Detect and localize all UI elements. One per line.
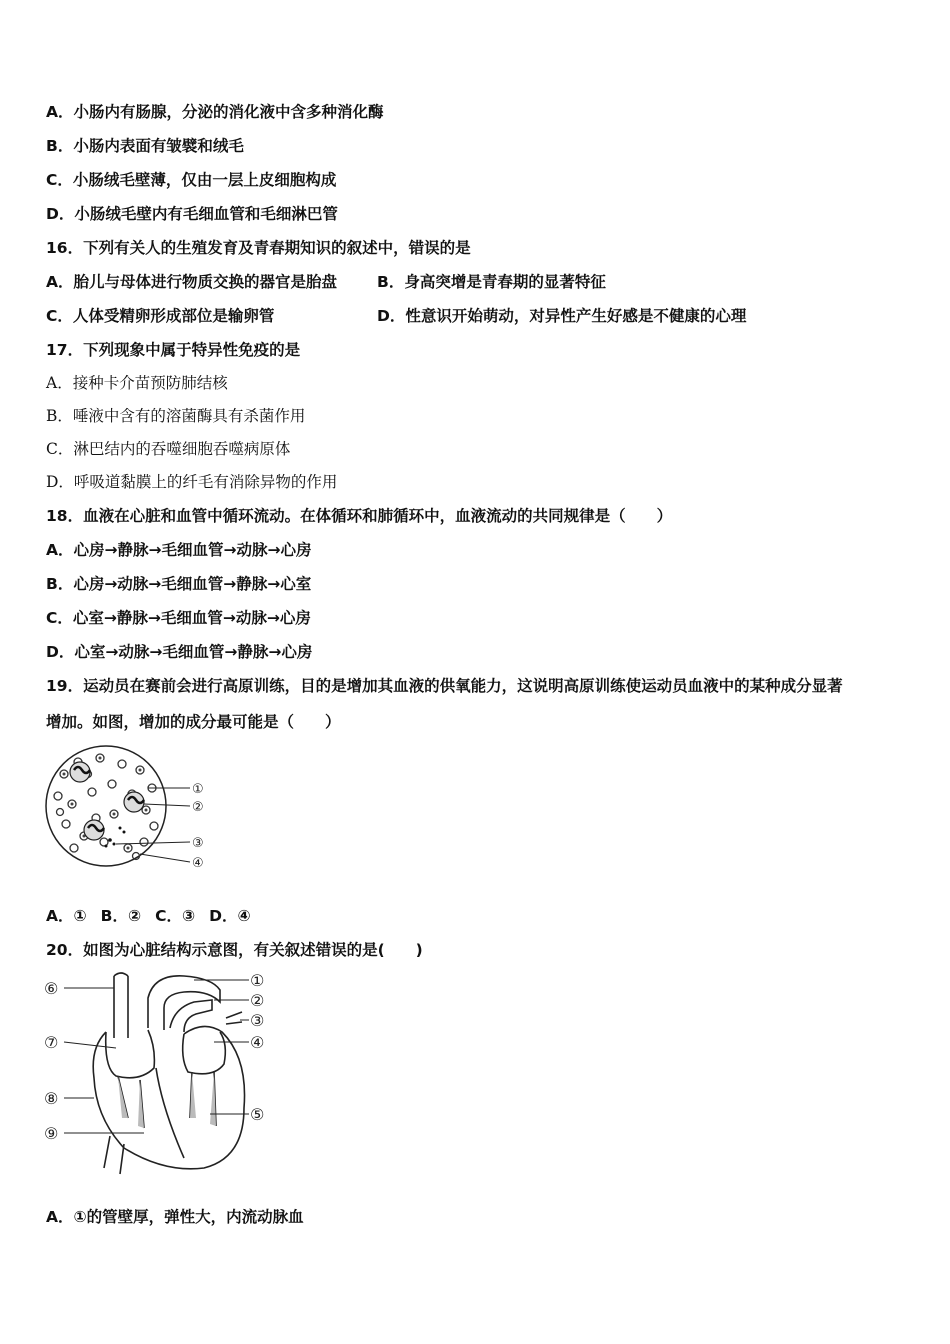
q20-fig-label-5: ⑤ bbox=[250, 1105, 265, 1124]
q17-stem: 17．下列现象中属于特异性免疫的是 bbox=[46, 341, 301, 359]
q16-option-c: C．人体受精卵形成部位是输卵管 bbox=[46, 307, 275, 325]
q20-fig-label-2: ② bbox=[250, 991, 265, 1010]
q20-fig-label-9: ⑨ bbox=[44, 1124, 59, 1143]
q19-option-a: A．① bbox=[46, 907, 87, 925]
q15-option-d: D．小肠绒毛壁内有毛细血管和毛细淋巴管 bbox=[46, 205, 338, 223]
q19-stem-line2: 增加。如图，增加的成分最可能是（ ） bbox=[46, 713, 341, 731]
q18-option-d: D．心室→动脉→毛细血管→静脉→心房 bbox=[46, 643, 313, 661]
q19-fig-label-3: ③ bbox=[192, 836, 204, 851]
q17-option-c: C．淋巴结内的吞噬细胞吞噬病原体 bbox=[46, 440, 291, 458]
q20-fig-label-8: ⑧ bbox=[44, 1089, 59, 1108]
q20-fig-label-1: ① bbox=[250, 971, 265, 990]
q15-option-a: A．小肠内有肠腺，分泌的消化液中含多种消化酶 bbox=[46, 103, 384, 121]
q20-stem: 20．如图为心脏结构示意图，有关叙述错误的是( ) bbox=[46, 941, 423, 959]
blood-smear-figure bbox=[44, 744, 212, 870]
q18-stem: 18．血液在心脏和血管中循环流动。在体循环和肺循环中，血液流动的共同规律是（ ） bbox=[46, 507, 673, 525]
q20-fig-label-7: ⑦ bbox=[44, 1033, 59, 1052]
q19-option-d: D．④ bbox=[209, 907, 251, 925]
q17-option-a: A．接种卡介苗预防肺结核 bbox=[46, 374, 228, 392]
q15-option-b: B．小肠内表面有皱襞和绒毛 bbox=[46, 137, 244, 155]
q19-option-b: B．② bbox=[100, 907, 142, 925]
q20-fig-label-4: ④ bbox=[250, 1033, 265, 1052]
heart-structure-figure bbox=[44, 968, 274, 1180]
q18-option-a: A．心房→静脉→毛细血管→动脉→心房 bbox=[46, 541, 312, 559]
q19-stem-line1: 19．运动员在赛前会进行高原训练，目的是增加其血液的供氧能力，这说明高原训练使运动员血液中的某种成分显著 bbox=[46, 677, 843, 695]
q16-option-b: B．身高突增是青春期的显著特征 bbox=[377, 273, 606, 291]
q19-fig-label-4: ④ bbox=[192, 856, 204, 870]
q16-option-a: A．胎儿与母体进行物质交换的器官是胎盘 bbox=[46, 273, 337, 291]
q17-option-b: B．唾液中含有的溶菌酶具有杀菌作用 bbox=[46, 407, 306, 425]
q18-option-c: C．心室→静脉→毛细血管→动脉→心房 bbox=[46, 609, 311, 627]
q19-fig-label-1: ① bbox=[192, 782, 204, 797]
q16-stem: 16．下列有关人的生殖发育及青春期知识的叙述中，错误的是 bbox=[46, 239, 471, 257]
q19-options bbox=[46, 906, 251, 926]
q20-fig-label-3: ③ bbox=[250, 1011, 265, 1030]
q20-fig-label-6: ⑥ bbox=[44, 979, 59, 998]
q18-option-b: B．心房→动脉→毛细血管→静脉→心室 bbox=[46, 575, 312, 593]
q19-fig-label-2: ② bbox=[192, 800, 204, 815]
q19-option-c: C．③ bbox=[155, 907, 196, 925]
q20-option-a: A．①的管壁厚，弹性大，内流动脉血 bbox=[46, 1208, 304, 1226]
q15-option-c: C．小肠绒毛壁薄，仅由一层上皮细胞构成 bbox=[46, 171, 337, 189]
q17-option-d: D．呼吸道黏膜上的纤毛有消除异物的作用 bbox=[46, 473, 338, 491]
q16-option-d: D．性意识开始萌动，对异性产生好感是不健康的心理 bbox=[377, 307, 747, 325]
